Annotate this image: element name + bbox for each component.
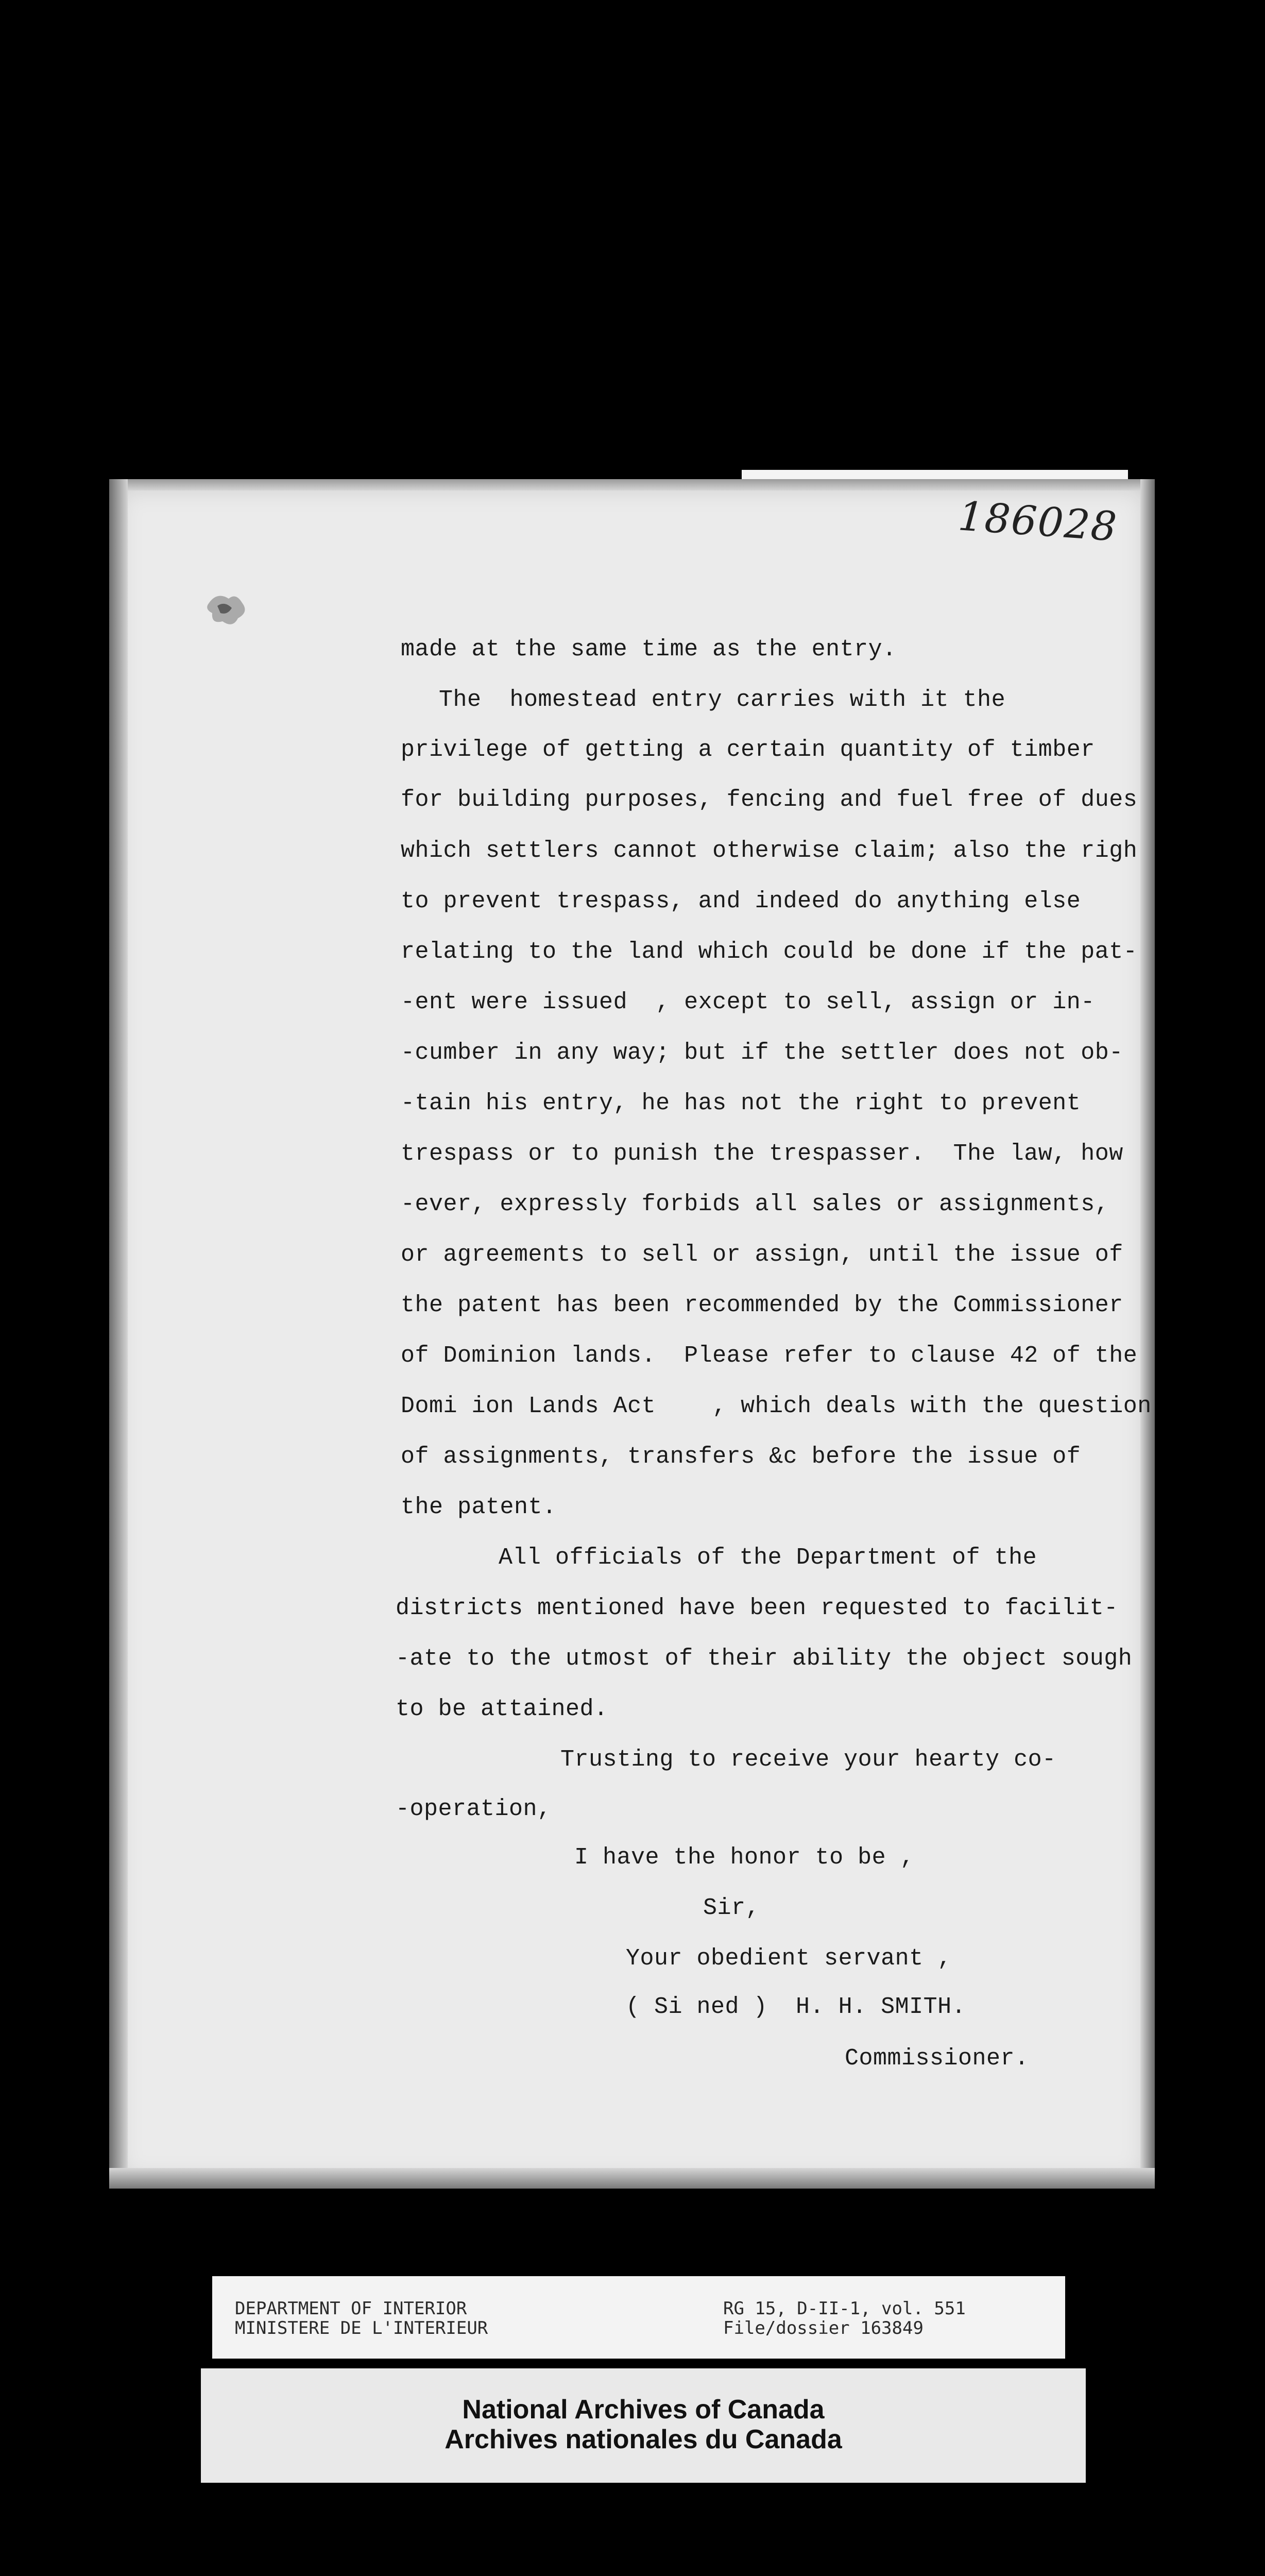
department-en: DEPARTMENT OF INTERIOR [235,2298,467,2319]
text-line: the patent. [401,1494,557,1520]
department-label [235,2299,488,2338]
signature-line: ( Si ned ) H. H. SMITH. [626,1994,966,2020]
archives-name-fr: Archives nationales du Canada [445,2425,842,2454]
text-line: to prevent trespass, and indeed do anything else [401,888,1081,914]
text-line: I have the honor to be , [574,1844,915,1871]
text-line: Your obedient servant , [626,1945,952,1972]
signatory-title: Commissioner. [845,2045,1029,2072]
text-line: The homestead entry carries with it the [439,687,1006,713]
text-line: of Dominion lands. Please refer to clause 42 of the [401,1343,1138,1369]
text-line: the patent has been recommended by the Commissioner [401,1292,1123,1318]
text-line: -tain his entry, he has not the right to prevent [401,1090,1081,1116]
archive-reference-label [212,2276,1065,2359]
text-line: relating to the land which could be done if the pat- [401,939,1138,965]
text-line: -ent were issued , except to sell, assign or in- [401,989,1095,1015]
text-line: -ate to the utmost of their ability the object sough [396,1646,1133,1672]
text-line: Domi ion Lands Act , which deals with the question [401,1393,1152,1419]
department-fr: MINISTERE DE L'INTERIEUR [235,2318,488,2338]
text-line: Sir, [703,1895,760,1921]
file-number: File/dossier 163849 [723,2318,924,2338]
record-group-reference: RG 15, D-II-1, vol. 551 [723,2298,966,2319]
text-line: privilege of getting a certain quantity of timber [401,737,1095,763]
text-line: or agreements to sell or assign, until the issue of [401,1242,1123,1268]
handwritten-file-number: 186028 [956,493,1119,551]
text-line: -ever, expressly forbids all sales or assignments, [401,1191,1109,1217]
archives-credit-box [201,2368,1086,2483]
text-line: districts mentioned have been requested to facilit- [396,1595,1118,1621]
text-line: All officials of the Department of the [499,1545,1037,1571]
text-line: which settlers cannot otherwise claim; also the righ [401,838,1138,864]
archives-name-en: National Archives of Canada [462,2395,825,2425]
text-line: to be attained. [396,1696,608,1722]
file-reference [723,2299,966,2338]
text-line: for building purposes, fencing and fuel free of dues [401,787,1138,813]
text-line: trespass or to punish the trespasser. The law, how [401,1141,1123,1167]
text-line: -cumber in any way; but if the settler does not ob- [401,1040,1123,1066]
text-line: of assignments, transfers &c before the issue of [401,1444,1081,1470]
text-line: Trusting to receive your hearty co- [560,1747,1056,1773]
text-line: made at the same time as the entry. [401,636,897,663]
text-line: -operation, [396,1796,552,1822]
